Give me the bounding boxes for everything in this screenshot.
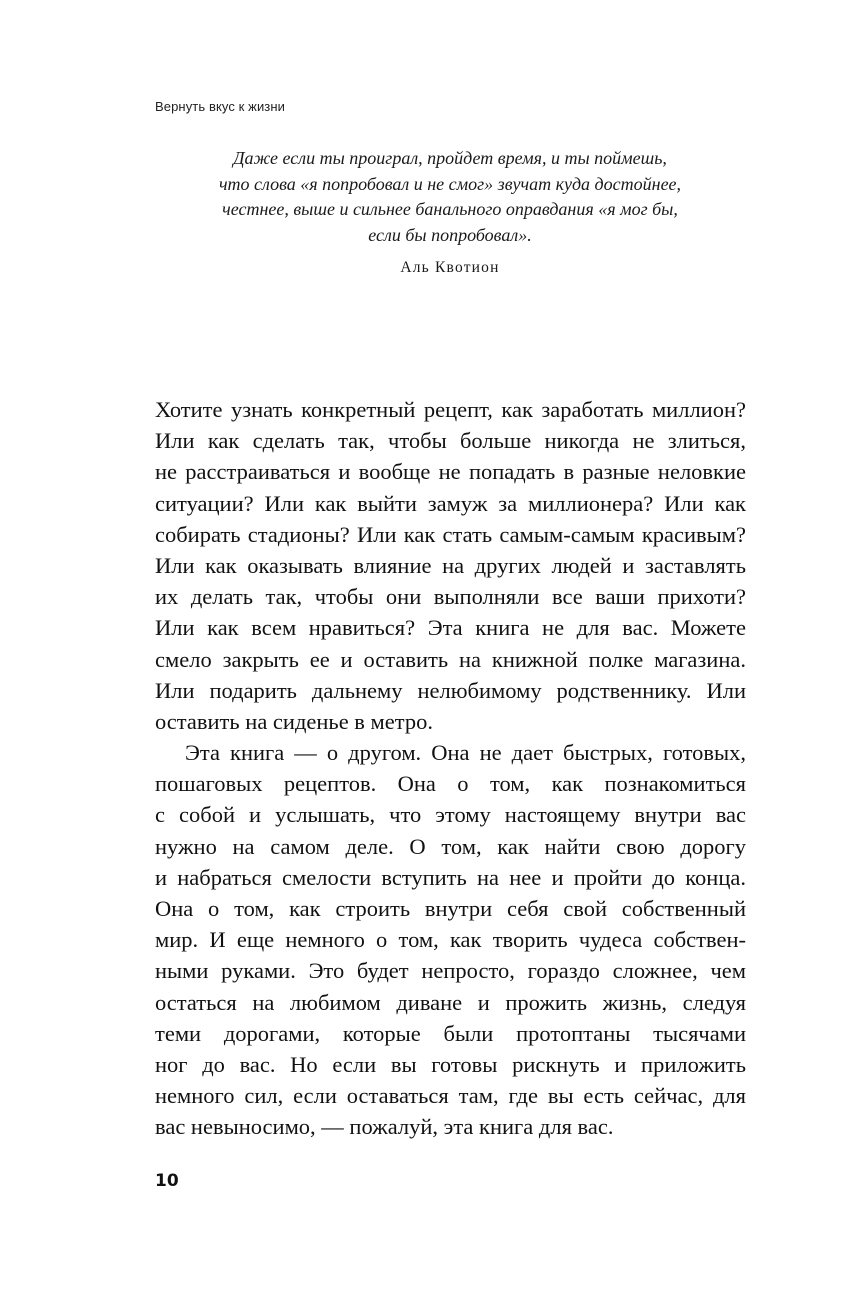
text-line: смело закрыть ее и оставить на книжной полке магазина. (155, 646, 746, 672)
text-line: ситуации? Или как выйти замуж за миллионера? Или как (155, 490, 746, 516)
epigraph (150, 146, 750, 248)
text-line: оставить на сиденье в метро. (155, 708, 434, 734)
text-line: вас невыносимо, — пожалуй, эта книга для вас. (155, 1114, 614, 1140)
running-head: Вернуть вкус к жизни (155, 99, 286, 114)
page-number: 10 (155, 1171, 179, 1191)
text-line: не расстраиваться и вообще не попадать в разные неловкие (155, 459, 746, 485)
text-line: Или подарить дальнему нелюбимому родственнику. Или (155, 677, 746, 703)
epigraph-line: Даже если ты проиграл, пройдет время, и ты поймешь, (233, 148, 667, 168)
text-line: пошаговых рецептов. Она о том, как познакомиться (155, 771, 746, 797)
text-line: Или как оказывать влияние на других людей и заставлять (155, 552, 746, 578)
text-line: Хотите узнать конкретный рецепт, как заработать миллион? (155, 397, 746, 422)
epigraph-line: что слова «я попробовал и не смог» звучат куда достойнее, (218, 173, 682, 194)
text-line: ног до вас. Но если вы готовы рискнуть и приложить (155, 1051, 746, 1077)
text-line: собирать стадионы? Или как стать самым-самым красивым? (155, 521, 746, 547)
text-line: Или как сделать так, чтобы больше никогда не злиться, (155, 428, 746, 454)
epigraph-line: если бы попробовал». (368, 224, 532, 245)
text-line: с собой и услышать, что этому настоящему внутри вас (155, 802, 746, 828)
epigraph-author: Аль Квотион (400, 259, 500, 276)
body-text (155, 394, 746, 1143)
text-line: Или как всем нравиться? Эта книга не для вас. Можете (155, 615, 746, 641)
text-line: остаться на любимом диване и прожить жизнь, следуя (155, 989, 746, 1015)
text-line: теми дорогами, которые были протоптаны тысячами (155, 1020, 746, 1046)
text-line: их делать так, чтобы они выполняли все ваши прихоти? (155, 584, 746, 610)
text-line: мир. И еще немного о том, как творить чудеса собствен- (155, 927, 746, 953)
text-line: Эта книга — о другом. Она не дает быстрых, готовых, (185, 740, 746, 766)
text-line: ными руками. Это будет непросто, гораздо сложнее, чем (155, 958, 746, 984)
text-line: немного сил, если оставаться там, где вы есть сейчас, для (155, 1083, 746, 1109)
text-line: нужно на самом деле. О том, как найти свою дорогу (155, 833, 746, 859)
text-line: и набраться смелости вступить на нее и пройти до конца. (155, 864, 746, 890)
epigraph-line: честнее, выше и сильнее банального оправдания «я мог бы, (222, 199, 678, 219)
text-line: Она о том, как строить внутри себя свой собственный (155, 896, 746, 921)
